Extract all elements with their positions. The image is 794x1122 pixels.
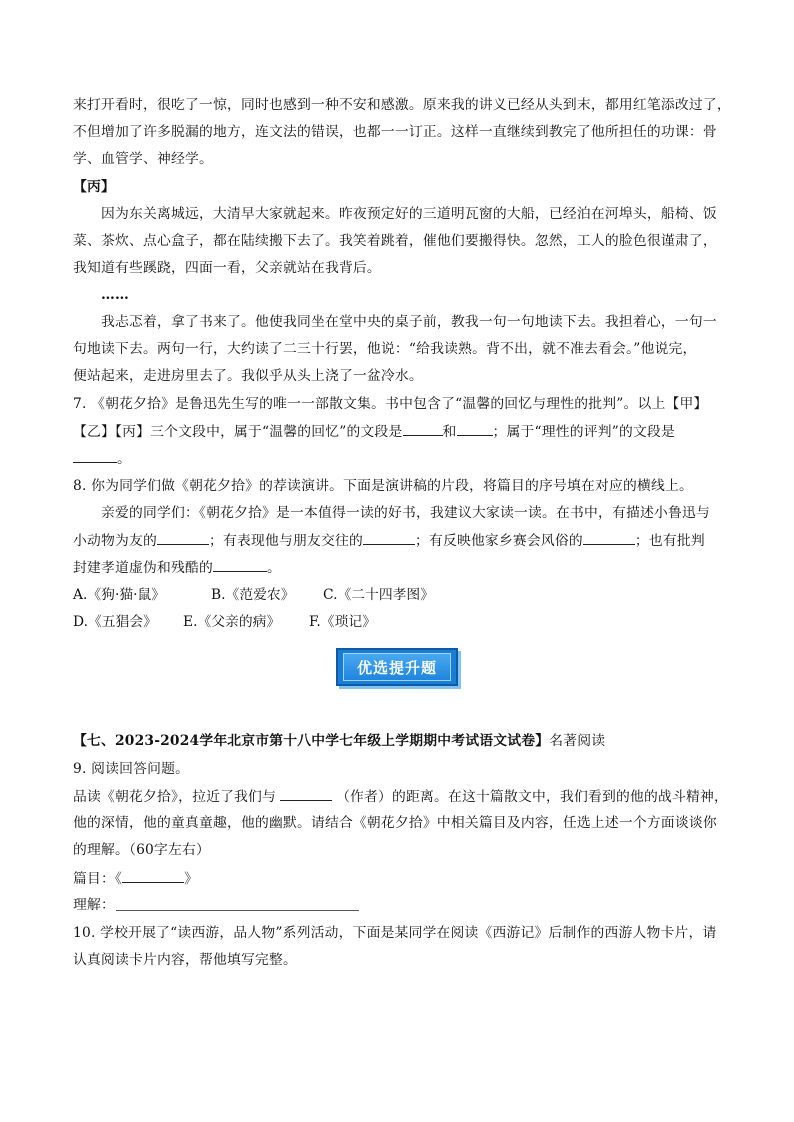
pianmu-close: 》 (184, 871, 199, 887)
q7-text: ；属于“理性的评判”的文段是 (492, 424, 676, 440)
speech-line (73, 558, 733, 577)
option-b: B.《范爱农》 (211, 587, 295, 603)
option-a: A.《狗·猫·鼠》 (73, 587, 166, 603)
passage-line: 来打开看时，很吃了一惊，同时也感到一种不安和感激。原来我的讲义已经从头到末，都用红笔添改过了， (73, 97, 731, 113)
answer-blank[interactable] (403, 422, 443, 436)
option-c: C.《二十四孝图》 (323, 587, 435, 603)
passage-line: 我忐忑着，拿了书来了。他使我同坐在堂中央的桌子前，教我一句一句地读下去。我担着心，一句一 (101, 314, 717, 330)
answer-blank[interactable] (457, 422, 493, 436)
q7-text: 。 (117, 451, 131, 467)
passage-line: 我知道有些蹊跷，四面一看，父亲就站在我背后。 (73, 260, 381, 276)
pianmu-row (73, 869, 733, 888)
passage-line: 不但增加了许多脱漏的地方，连文法的错误，也都一一订正。这样一直继续到教完了他所担任的功课：骨 (73, 124, 717, 140)
q9-text: （作者）的距离。在这十篇散文中，我们看到的他的战斗精神， (336, 789, 728, 805)
passage-line: 学、血管学、神经学。 (73, 151, 213, 167)
lijie-answer-line[interactable] (116, 910, 359, 911)
q8-text: ；有反映他家乡赛会风俗的 (414, 533, 583, 549)
q8-text: 小动物为友的 (73, 533, 157, 549)
question-8: 8. 你为同学们做《朝花夕拾》的荐读演讲。下面是演讲稿的片段，将篇目的序号填在对应的横线上。 (73, 478, 694, 494)
banner-label: 优选提升题 (343, 653, 451, 681)
section-label-bing: 【丙】 (73, 179, 115, 195)
option-e: E.《父亲的病》 (183, 614, 281, 630)
section-heading (73, 732, 733, 750)
answer-blank[interactable] (363, 531, 415, 545)
question-9: 9. 阅读回答问题。 (73, 761, 190, 777)
question-7-line2 (73, 422, 733, 441)
question-7-line3 (73, 449, 733, 468)
section-banner (336, 648, 458, 686)
ellipsis: …… (101, 287, 129, 303)
passage-line: 句地读下去。两句一行，大约读了二三十行罢，他说：“给我读熟。背不出，就不准去看会。”他说完， (73, 341, 697, 357)
pianmu-label: 篇目：《 (73, 871, 123, 887)
answer-blank[interactable] (213, 558, 267, 572)
author-blank[interactable] (280, 787, 332, 801)
q8-text: 。 (266, 560, 281, 576)
option-f: F.《琐记》 (309, 614, 376, 630)
q9-text: 品读《朝花夕拾》，拉近了我们与 (73, 789, 277, 805)
speech-line: 亲爱的同学们：《朝花夕拾》是一本值得一读的好书，我建议大家读一读。在书中，有描述小鲁迅与 (101, 505, 710, 521)
q7-text: 和 (442, 424, 457, 440)
question-9-line3: 他的深情，他的童真童趣，他的幽默。请结合《朝花夕拾》中相关篇目及内容，任选上述一个方面谈谈你 (73, 815, 717, 831)
q8-text: 封建孝道虚伪和残酷的 (73, 560, 213, 576)
answer-blank[interactable] (583, 531, 635, 545)
q8-text: ；有表现他与朋友交往的 (208, 533, 363, 549)
option-d: D.《五猖会》 (73, 614, 157, 630)
question-7: 7. 《朝花夕拾》是鲁迅先生写的唯一一部散文集。书中包含了“温馨的回忆与理性的批判”。以上【甲】 (73, 396, 708, 412)
q8-text: ；也有批判 (634, 533, 705, 549)
answer-blank[interactable] (157, 531, 209, 545)
question-10: 10. 学校开展了“读西游，品人物”系列活动，下面是某同学在阅读《西游记》后制作的西游人物卡片，请 (73, 925, 717, 941)
passage-line: 便站起来，走进房里去了。我似乎从头上浇了一盆冷水。 (73, 368, 423, 384)
question-9-line4: 的理解。（60字左右） (73, 842, 211, 858)
lijie-label: 理解： (73, 897, 115, 913)
passage-line: 因为东关离城远，大清早大家就起来。昨夜预定好的三道明瓦窗的大船，已经泊在河埠头，船椅、饭 (101, 206, 717, 222)
question-9-line2 (73, 787, 733, 806)
answer-blank[interactable] (73, 449, 117, 463)
section-heading-suffix: 名著阅读 (549, 733, 606, 749)
pianmu-blank[interactable] (122, 869, 184, 883)
q7-text: 【乙】【丙】三个文段中，属于“温馨的回忆”的文段是 (73, 424, 403, 440)
passage-line: 菜、茶炊、点心盒子，都在陆续搬下去了。我笑着跳着，催他们要搬得快。忽然，工人的脸色很谨肃了， (73, 233, 717, 249)
question-10-line2: 认真阅读卡片内容，帮他填写完整。 (73, 952, 297, 968)
lijie-row (73, 896, 733, 914)
section-heading-title: 【七、2023-2024学年北京市第十八中学七年级上学期期中考试语文试卷】 (73, 733, 550, 749)
speech-line (73, 531, 733, 550)
